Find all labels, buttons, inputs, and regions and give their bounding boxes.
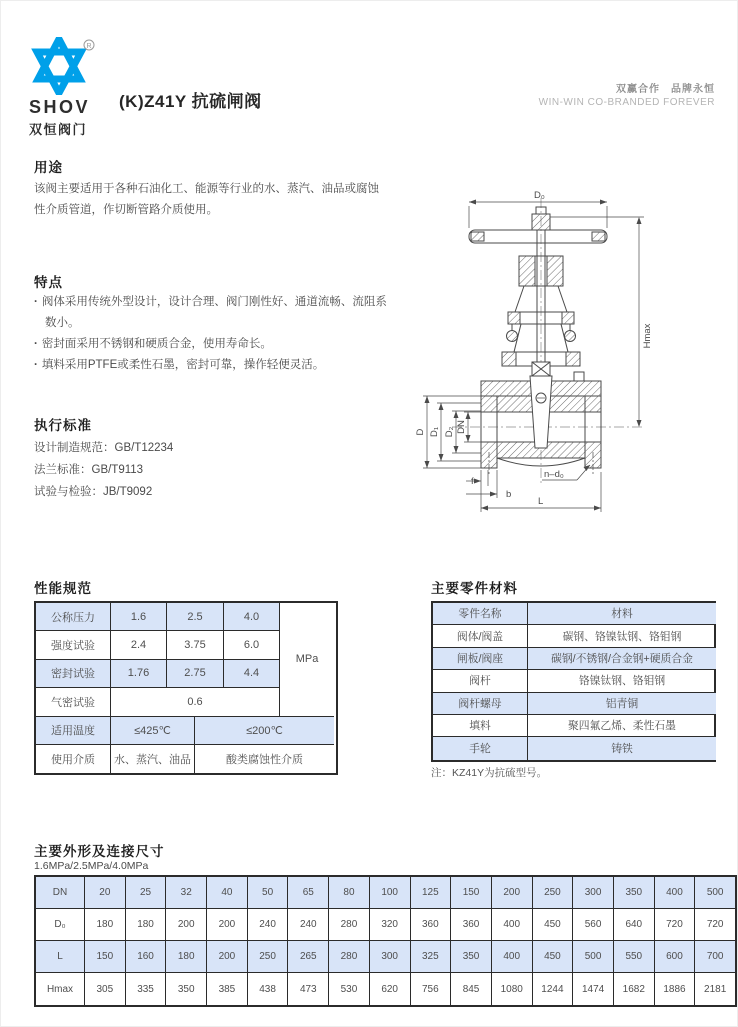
table-cell: 450 (533, 941, 574, 972)
table-cell: 20 (85, 877, 126, 908)
part-material: 聚四氟乙烯、柔性石墨 (528, 715, 716, 737)
row-label: 密封试验 (36, 660, 111, 688)
table-cell: 360 (451, 909, 492, 940)
table-cell: 1244 (533, 973, 574, 1005)
table-cell: 65 (288, 877, 329, 908)
column-header: 材料 (528, 603, 716, 625)
table-cell: 400 (655, 877, 696, 908)
table-cell: 300 (370, 941, 411, 972)
table-cell: 530 (329, 973, 370, 1005)
page-title: (K)Z41Y 抗硫闸阀 (119, 92, 262, 111)
table-cell: 560 (573, 909, 614, 940)
slogan-cn: 双赢合作 品牌永恒 (616, 84, 715, 95)
part-material: 碳钢/不锈钢/合金钢+硬质合金 (528, 648, 716, 670)
part-name: 手轮 (433, 737, 528, 759)
feature-item: · 密封面采用不锈钢和硬质合金，使用寿命长。 (34, 334, 396, 355)
table-cell: 600 (655, 941, 696, 972)
column-header: 零件名称 (433, 603, 528, 625)
table-cell: 2.5 (167, 603, 224, 631)
dim-label-l: L (538, 496, 544, 507)
table-cell: 180 (85, 909, 126, 940)
table-cell: 180 (166, 941, 207, 972)
part-material: 铝青铜 (528, 693, 716, 715)
table-cell: 3.75 (167, 631, 224, 659)
brand-logo-icon (29, 37, 97, 95)
slogan-en: WIN-WIN CO-BRANDED FOREVER (538, 97, 715, 108)
standards-heading: 执行标准 (34, 418, 92, 433)
performance-heading: 性能规范 (34, 581, 92, 596)
table-row (36, 877, 735, 909)
part-material: 碳钢、铬镍钛钢、铬钼钢 (528, 625, 716, 647)
part-material: 铬镍钛钢、铬钼钢 (528, 670, 716, 692)
unit-cell: MPa (280, 603, 334, 717)
table-cell: 160 (126, 941, 167, 972)
table-cell: 280 (329, 941, 370, 972)
table-cell: 300 (573, 877, 614, 908)
part-name: 阀杆螺母 (433, 693, 528, 715)
standard-item: 试验与检验：JB/T9092 (34, 486, 153, 498)
table-cell: 845 (451, 973, 492, 1005)
slogan (539, 80, 715, 108)
feature-item: · 填料采用PTFE或柔性石墨，密封可靠，操作轻便灵活。 (34, 355, 396, 376)
part-name: 闸板/阀座 (433, 648, 528, 670)
table-cell: 320 (370, 909, 411, 940)
dim-label-hmax: Hmax (642, 323, 653, 349)
table-cell: 180 (126, 909, 167, 940)
table-cell: 450 (533, 909, 574, 940)
dim-label-dn: DN (456, 420, 467, 434)
standards-list (34, 437, 334, 503)
table-row (36, 909, 735, 941)
table-cell: 350 (166, 973, 207, 1005)
dim-label-d: D (415, 428, 426, 436)
table-cell: 32 (166, 877, 207, 908)
table-cell: 620 (370, 973, 411, 1005)
table-cell: 1474 (573, 973, 614, 1005)
table-cell: 125 (411, 877, 452, 908)
dim-label-b: b (506, 489, 512, 500)
standard-item: 法兰标准：GB/T9113 (34, 464, 144, 476)
table-cell: 640 (614, 909, 655, 940)
table-cell: 150 (85, 941, 126, 972)
dim-label-d1: D₁ (429, 426, 440, 438)
table-cell: 2.75 (167, 660, 224, 688)
table-cell: 240 (288, 909, 329, 940)
performance-table (34, 601, 338, 775)
table-cell: 360 (411, 909, 452, 940)
table-cell: 438 (248, 973, 289, 1005)
dim-label-d2: D₂ (444, 426, 455, 438)
row-label: 适用温度 (36, 717, 111, 745)
table-cell: 305 (85, 973, 126, 1005)
table-row (36, 941, 735, 973)
materials-heading: 主要零件材料 (431, 581, 518, 596)
table-cell: 200 (492, 877, 533, 908)
table-cell: 250 (533, 877, 574, 908)
dim-label-ndo: n–d₀ (544, 469, 564, 480)
table-cell: 400 (492, 941, 533, 972)
table-cell: 水、蒸汽、油品 (111, 745, 195, 773)
dimensions-heading: 主要外形及连接尺寸 (34, 844, 165, 859)
table-cell: 1.76 (111, 660, 167, 688)
table-cell: 335 (126, 973, 167, 1005)
part-name: 填料 (433, 715, 528, 737)
table-cell: 250 (248, 941, 289, 972)
valve-drawing (414, 184, 738, 519)
brand-name: SHOV (29, 97, 91, 117)
table-cell: 350 (451, 941, 492, 972)
table-cell: 1.6 (111, 603, 167, 631)
table-row (36, 973, 735, 1005)
table-cell: 150 (451, 877, 492, 908)
features-heading: 特点 (34, 275, 63, 290)
materials-table (431, 601, 716, 762)
row-label: 使用介质 (36, 745, 111, 773)
table-cell: 40 (207, 877, 248, 908)
table-cell: 280 (329, 909, 370, 940)
table-cell: 240 (248, 909, 289, 940)
valve-section-illustration (414, 184, 738, 519)
table-cell: 80 (329, 877, 370, 908)
table-cell: 1682 (614, 973, 655, 1005)
standard-item: 设计制造规范：GB/T12234 (34, 442, 174, 454)
table-cell: 25 (126, 877, 167, 908)
dimensions-table (34, 875, 737, 1007)
table-cell: 50 (248, 877, 289, 908)
brand-name-cn: 双恒阀门 (29, 122, 88, 137)
table-cell: 0.6 (111, 688, 280, 716)
dim-label-d0: D₀ (534, 190, 545, 201)
dim-label-f: f (471, 476, 474, 487)
table-cell: 550 (614, 941, 655, 972)
features-list (34, 292, 396, 376)
usage-body: 该阀主要适用于各种石油化工、能源等行业的水、蒸汽、油品或腐蚀性介质管道，作切断管路介质使用。 (34, 183, 379, 216)
table-cell: 473 (288, 973, 329, 1005)
table-cell: 400 (492, 909, 533, 940)
table-cell: 756 (411, 973, 452, 1005)
table-cell: 酸类腐蚀性介质 (226, 754, 303, 767)
table-cell: 200 (207, 941, 248, 972)
table-cell: 6.0 (224, 631, 280, 659)
part-name: 阀体/阀盖 (433, 625, 528, 647)
table-cell: 720 (706, 919, 724, 930)
feature-item: · 阀体采用传统外型设计，设计合理、阀门刚性好、通道流畅、流阻系数小。 (34, 292, 396, 334)
usage-heading: 用途 (34, 160, 63, 175)
row-label: Hmax (36, 973, 85, 1005)
table-cell: 500 (695, 877, 735, 908)
table-cell: 1886 (655, 973, 696, 1005)
table-cell: 385 (207, 973, 248, 1005)
table-cell: 500 (573, 941, 614, 972)
registered-mark: R (86, 43, 92, 50)
row-label: 强度试验 (36, 631, 111, 659)
table-cell: 720 (655, 909, 696, 940)
row-label: 公称压力 (36, 603, 111, 631)
table-cell: 4.4 (224, 660, 280, 688)
dimensions-subtitle: 1.6MPa/2.5MPa/4.0MPa (34, 860, 149, 872)
row-label: L (36, 941, 85, 972)
table-cell: ≤425℃ (111, 717, 195, 745)
brand-logo (29, 37, 121, 138)
row-label: D₀ (36, 909, 85, 940)
table-cell: 100 (370, 877, 411, 908)
part-name: 阀杆 (433, 670, 528, 692)
table-cell: 265 (288, 941, 329, 972)
table-cell: 200 (166, 909, 207, 940)
row-label: DN (36, 877, 85, 908)
table-cell: 1080 (492, 973, 533, 1005)
table-cell: 700 (695, 941, 735, 972)
table-cell: 2181 (704, 983, 727, 995)
table-cell: 350 (614, 877, 655, 908)
table-cell: 325 (411, 941, 452, 972)
table-cell: 200 (207, 909, 248, 940)
part-material: 铸铁 (528, 737, 716, 759)
table-cell: 4.0 (224, 603, 280, 631)
row-label: 气密试验 (36, 688, 111, 716)
table-cell: ≤200℃ (195, 717, 334, 745)
materials-note: 注：KZ41Y为抗硫型号。 (431, 767, 548, 779)
table-cell: 2.4 (111, 631, 167, 659)
